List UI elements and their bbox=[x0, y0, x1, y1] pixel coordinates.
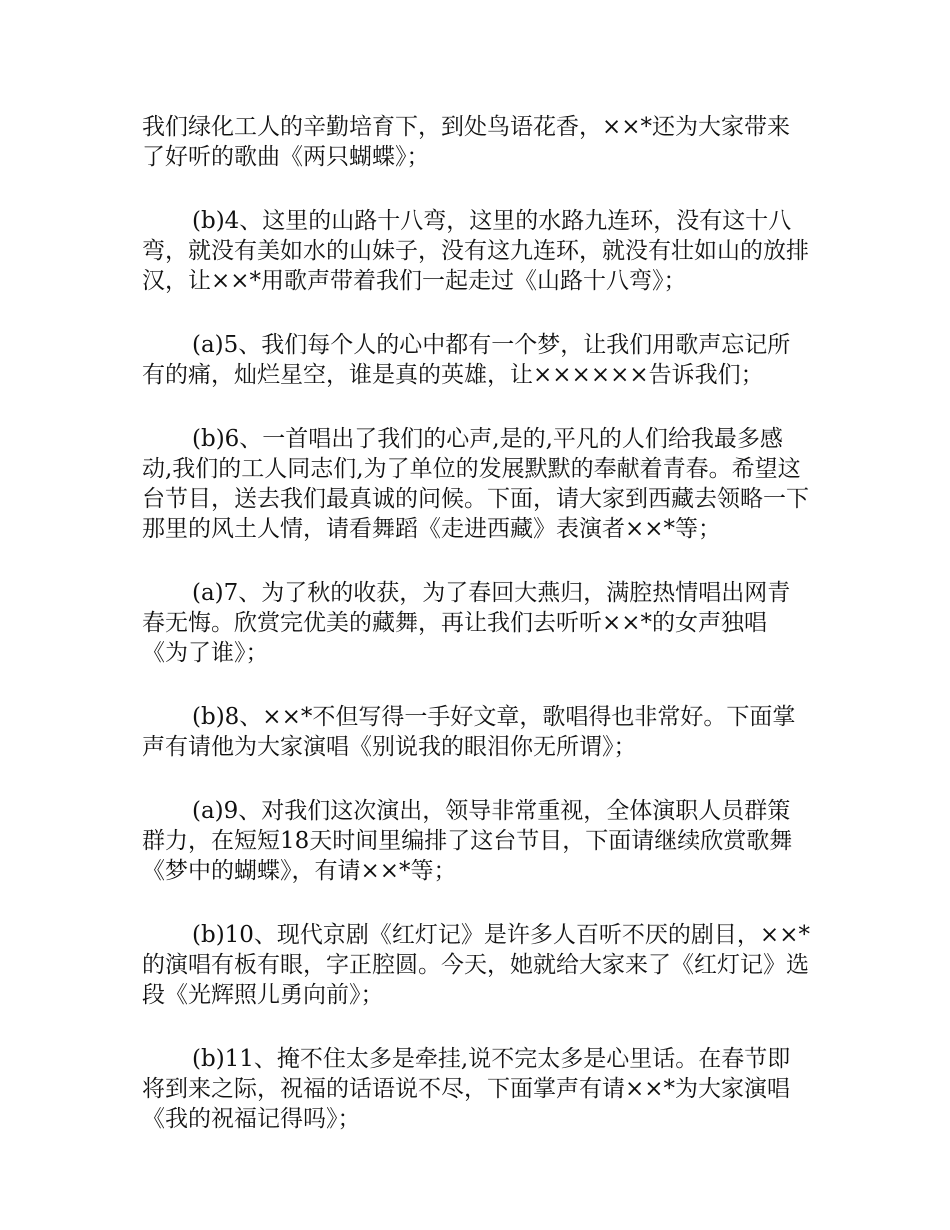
paragraph-3: (a)5、我们每个人的心中都有一个梦，让我们用歌声忘记所有的痛，灿烂星空，谁是真的英雄，让××××××告诉我们； bbox=[142, 332, 791, 388]
paragraph-2: (b)4、这里的山路十八弯，这里的水路九连环，没有这十八弯，就没有美如水的山妹子，没有这九连环，就没有壮如山的放排汉，让××*用歌声带着我们一起走过《山路十八弯》； bbox=[142, 208, 809, 294]
paragraph-9: (b)11、掩不住太多是牵挂,说不完太多是心里话。在春节即将到来之际，祝福的话语说不尽，下面掌声有请××*为大家演唱《我的祝福记得吗》； bbox=[142, 1046, 791, 1132]
paragraph-5: (a)7、为了秋的收获，为了春回大燕归，满腔热情唱出网青春无悔。欣赏完优美的藏舞，再让我们去听听××*的女声独唱《为了谁》； bbox=[142, 580, 791, 666]
paragraph-1: 我们绿化工人的辛勤培育下，到处鸟语花香，××*还为大家带来了好听的歌曲《两只蝴蝶》； bbox=[142, 114, 791, 170]
document-body bbox=[142, 112, 812, 1168]
paragraph-4: (b)6、一首唱出了我们的心声,是的,平凡的人们给我最多感动,我们的工人同志们,为了单位的发展默默的奉献着青春。希望这台节目，送去我们最真诚的问候。下面，请大家到西藏去领略一下那里的风土人情，请看舞蹈《走进西藏》表演者××*等； bbox=[142, 426, 809, 542]
paragraph-7: (a)9、对我们这次演出，领导非常重视，全体演职人员群策群力，在短短18天时间里编排了这台节目，下面请继续欣赏歌舞《梦中的蝴蝶》，有请××*等； bbox=[142, 798, 793, 884]
paragraph-8: (b)10、现代京剧《红灯记》是许多人百听不厌的剧目，××*的演唱有板有眼，字正腔圆。今天，她就给大家来了《红灯记》选段《光辉照儿勇向前》； bbox=[142, 922, 810, 1008]
paragraph-6: (b)8、××*不但写得一手好文章，歌唱得也非常好。下面掌声有请他为大家演唱《别说我的眼泪你无所谓》； bbox=[142, 704, 796, 760]
